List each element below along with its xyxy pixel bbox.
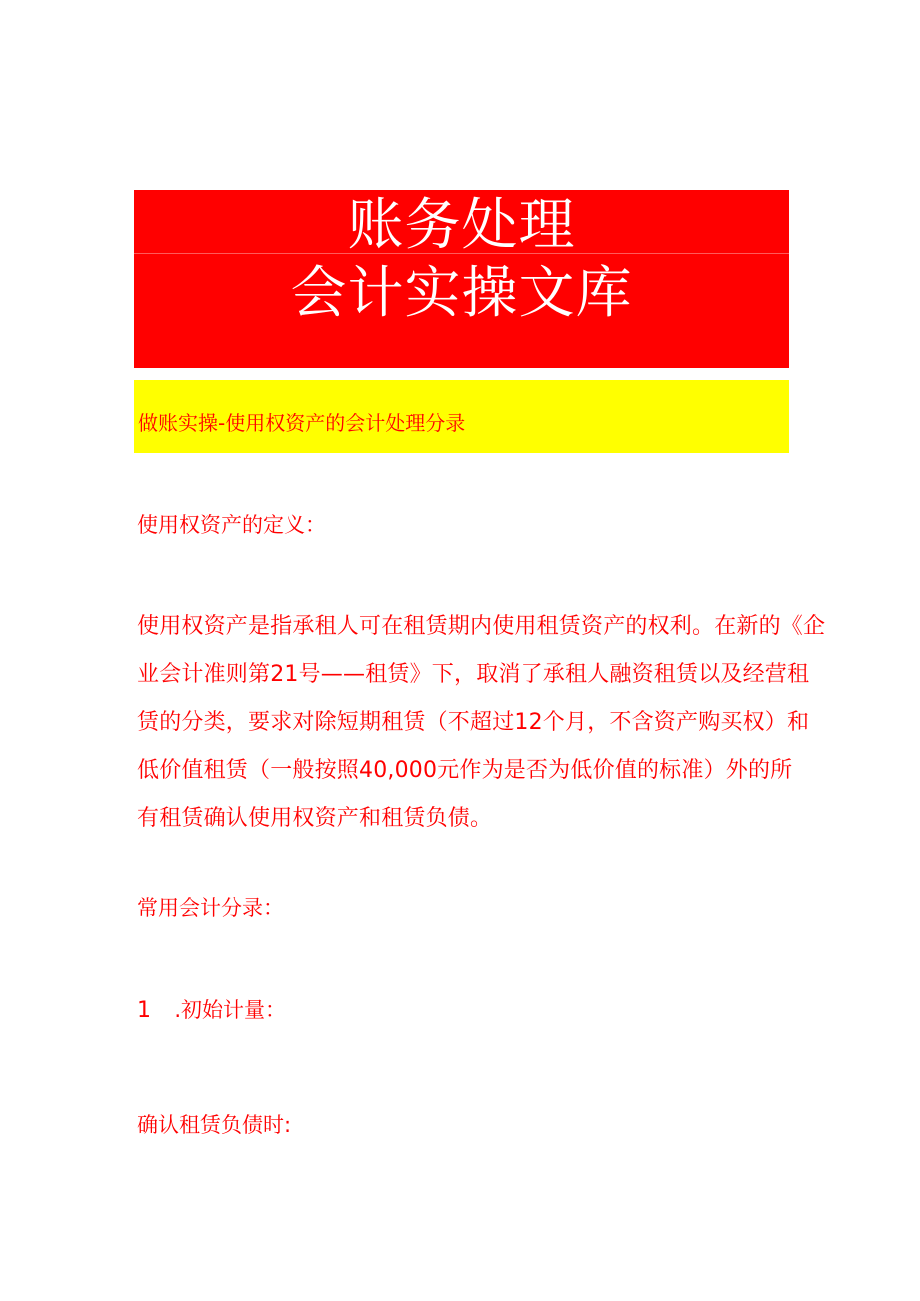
header-banner	[134, 190, 789, 368]
item-1-heading	[137, 997, 286, 1024]
definition-heading: 使用权资产的定义：	[137, 513, 326, 537]
paragraph-line: 有租赁确认使用权资产和租赁负债。	[137, 806, 493, 831]
subtitle-bar	[134, 380, 789, 453]
definition-paragraph	[137, 603, 826, 843]
paragraph-line: 使用权资产是指承租人可在租赁期内使用租赁资产的权利。在新的《企	[137, 614, 826, 639]
paragraph-line: 低价值租赁（一般按照40,000元作为是否为低价值的标准）外的所	[137, 758, 793, 783]
item-1-subheading: 确认租赁负债时:	[137, 1113, 292, 1137]
entries-heading: 常用会计分录：	[137, 896, 284, 920]
banner-title-line2: 会计实操文库	[290, 261, 633, 326]
paragraph-line: 业会计准则第21号——租赁》下，取消了承租人融资租赁以及经营租	[137, 662, 810, 687]
document-subtitle: 做账实操-使用权资产的会计处理分录	[138, 411, 466, 435]
item-1-number: 1	[137, 998, 151, 1023]
paragraph-line: 赁的分类，要求对除短期租赁（不超过12个月，不含资产购买权）和	[137, 710, 810, 735]
item-1-label: .初始计量：	[174, 998, 287, 1022]
banner-title-line1: 账务处理	[347, 193, 576, 258]
